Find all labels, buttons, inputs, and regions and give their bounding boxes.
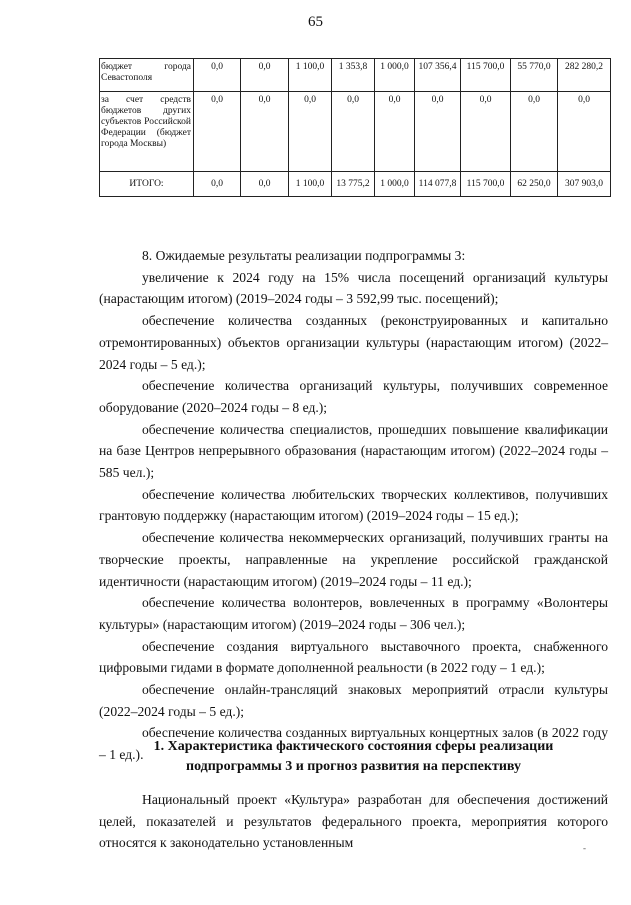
- result-item: обеспечение количества специалистов, прошедших повышение квалификации на базе Центров непрерывного образования (нарастающим итогом) (2022–2024 годы – 585 чел.);: [99, 421, 608, 481]
- table-cell: 62 250,0: [511, 172, 558, 197]
- table-cell: 0,0: [194, 92, 241, 172]
- table-row: [100, 59, 611, 92]
- expected-results: [99, 245, 608, 766]
- page-number: 65: [308, 14, 323, 30]
- table-cell: 1 100,0: [289, 172, 332, 197]
- table-cell: 1 100,0: [289, 59, 332, 92]
- table-cell: 107 356,4: [415, 59, 461, 92]
- table-cell: 0,0: [241, 92, 289, 172]
- section-heading-line: подпрограммы 3 и прогноз развития на перспективу: [186, 759, 521, 774]
- table-cell: 13 775,2: [332, 172, 375, 197]
- table-cell: 282 280,2: [558, 59, 611, 92]
- scan-mark: -: [583, 843, 586, 853]
- results-heading: 8. Ожидаемые результаты реализации подпрограммы 3:: [142, 248, 466, 263]
- table-cell: 1 353,8: [332, 59, 375, 92]
- table-cell: 0,0: [511, 92, 558, 172]
- table-cell: 1 000,0: [375, 59, 415, 92]
- result-item: увеличение к 2024 году на 15% числа посещений организаций культуры (нарастающим итогом) (2019–2024 годы – 3 592,99 тыс. посещений);: [99, 269, 608, 307]
- total-row: [100, 172, 611, 197]
- table-cell: 1 000,0: [375, 172, 415, 197]
- result-item: обеспечение количества созданных виртуальных концертных залов (в 2022 году – 1 ед.).: [99, 725, 608, 763]
- section-paragraph: Национальный проект «Культура» разработан для обеспечения достижений целей, показателей и результатов федерального проекта, мероприятия которого относятся к законодательно установленным: [99, 792, 608, 851]
- table-cell: 0,0: [194, 59, 241, 92]
- table-cell: 0,0: [461, 92, 511, 172]
- total-label: ИТОГО:: [100, 172, 194, 197]
- result-item: обеспечение количества любительских творческих коллективов, получивших грантовую поддержку (нарастающим итогом) (2019–2024 годы – 15 ед.);: [99, 486, 608, 524]
- table-cell: 307 903,0: [558, 172, 611, 197]
- table-cell: 114 077,8: [415, 172, 461, 197]
- result-item: обеспечение создания виртуального выставочного проекта, снабженного цифровыми гидами в формате дополненной реальности (в 2022 году – 1 ед.);: [99, 638, 608, 676]
- row-label: за счет средств бюджетов других субъектов Российской Федерации (бюджет города Москвы): [100, 92, 194, 172]
- table-cell: 0,0: [241, 172, 289, 197]
- table-cell: 0,0: [194, 172, 241, 197]
- table-cell: 55 770,0: [511, 59, 558, 92]
- table-cell: 115 700,0: [461, 172, 511, 197]
- result-item: обеспечение количества некоммерческих организаций, получивших гранты на творческие проекты, направленные на укрепление российской гражданской идентичности (нарастающим итогом) (2019–2024 годы – 11 ед.);: [99, 530, 608, 589]
- table-cell: 0,0: [289, 92, 332, 172]
- table-cell: 0,0: [241, 59, 289, 92]
- section-heading: [99, 737, 608, 777]
- funding-table: [99, 58, 611, 197]
- table-row: [100, 92, 611, 172]
- table-cell: 0,0: [415, 92, 461, 172]
- row-label: бюджет города Севастополя: [100, 59, 194, 92]
- section-heading-line: 1. Характеристика фактического состояния сферы реализации: [153, 739, 554, 754]
- table-cell: 0,0: [558, 92, 611, 172]
- result-item: обеспечение количества организаций культуры, получивших современное оборудование (2020–2024 годы – 8 ед.);: [99, 378, 608, 415]
- result-item: обеспечение количества созданных (реконструированных и капитально отремонтированных) объектов организации культуры (нарастающим итогом) (2022–2024 годы – 5 ед.);: [99, 313, 608, 372]
- table-cell: 0,0: [332, 92, 375, 172]
- result-item: обеспечение онлайн-трансляций знаковых мероприятий отрасли культуры (2022–2024 годы – 5 ед.);: [99, 682, 608, 719]
- section-body: [99, 789, 608, 854]
- result-item: обеспечение количества волонтеров, вовлеченных в программу «Волонтеры культуры» (нарастающим итогом) (2019–2024 годы – 306 чел.);: [99, 595, 608, 632]
- table-cell: 0,0: [375, 92, 415, 172]
- table-cell: 115 700,0: [461, 59, 511, 92]
